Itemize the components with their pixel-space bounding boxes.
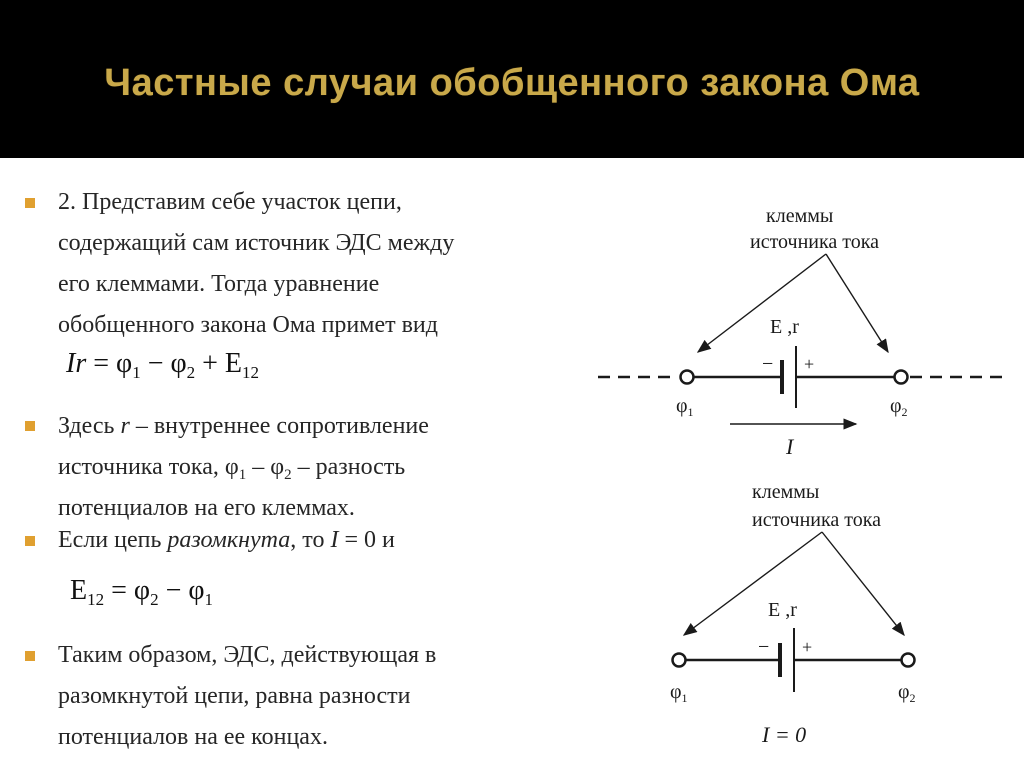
circuit-diagram-closed [590,190,1020,460]
circuit-diagram-open [590,470,1020,760]
bullet-marker [25,421,35,431]
formula-sub: 12 [242,363,260,382]
terminal-1 [681,371,694,384]
text-part: , то [290,527,331,553]
text-part: Здесь [58,413,121,439]
bullet-text-3 [58,520,395,561]
bullet-text-2 [58,406,429,529]
text-part: – внутреннее сопротивление [129,413,429,439]
phi1-label: $\varphi_1$ [670,681,688,705]
current-label: I = 0 [762,722,807,747]
emf-label: E ,r [770,316,799,338]
text-part: разомкнута [167,527,291,553]
terminals-label: клеммы [752,481,820,503]
text-line: потенциалов на ее концах. [58,724,328,750]
phi2-label: $\varphi_2$ [898,681,916,705]
terminals-label: источника тока [752,509,882,531]
text-line [58,520,395,561]
text-part: источника тока, φ [58,454,239,480]
formula-sub: 2 [150,590,159,609]
terminal-1 [673,654,686,667]
formula-sub: 1 [204,590,214,609]
plus-sign: + [802,637,813,657]
formula-sub: 2 [186,363,196,382]
text-sub: 2 [284,467,292,483]
terminals-label: клеммы [766,205,834,227]
minus-sign: − [758,636,770,658]
pointer-arrow [698,254,826,352]
text-line: содержащий сам источник ЭДС между [58,230,455,256]
terminal-2 [895,371,908,384]
terminal-2 [902,654,915,667]
text-sub: 1 [238,467,247,483]
formula-part: = φ [86,348,133,379]
text-part: – φ [246,454,285,480]
text-line: обобщенного закона Ома примет вид [58,312,438,338]
phi2-label: $\varphi_2$ [890,395,908,419]
formula-ohm-law [66,348,259,383]
bullet-text-4 [58,635,436,758]
bullet-marker [25,198,35,208]
formula-part: + E [195,348,243,379]
formula-part: E [70,575,88,606]
formula-part: − φ [158,575,205,606]
text-line: его клеммами. Тогда уравнение [58,271,380,297]
pointer-arrow [684,532,822,635]
text-part: = 0 и [338,527,395,553]
plus-sign: + [804,354,815,374]
formula-part: − φ [140,348,187,379]
text-line: потенциалов на его клеммах. [58,495,355,521]
formula-sub: 12 [87,590,105,609]
text-line: Таким образом, ЭДС, действующая в [58,642,437,668]
formula-lhs: Ir [66,348,87,379]
bullet-marker [25,651,35,661]
bullet-marker [25,536,35,546]
text-line [58,447,429,488]
text-line [58,406,429,447]
pointer-arrow [826,254,888,352]
phi1-label: $\varphi_1$ [676,395,694,419]
text-part: – разность [291,454,406,480]
current-label: I [786,434,794,459]
minus-sign: − [762,353,774,375]
pointer-arrow [822,532,904,635]
text-part: r [120,413,130,439]
emf-label: E ,r [768,599,797,621]
formula-sub: 1 [132,363,141,382]
terminals-label: источника тока [750,231,880,253]
formula-part: = φ [104,575,151,606]
formula-open-circuit [70,575,213,610]
text-part: Если цепь [58,527,168,553]
bullet-text-1 [58,182,454,346]
text-part: I [330,527,339,553]
slide-header [0,0,1024,158]
text-line: разомкнутой цепи, равна разности [58,683,411,709]
slide-title: Частные случаи обобщенного закона Ома [104,62,920,104]
text-line: 2. Представим себе участок цепи, [58,189,402,215]
